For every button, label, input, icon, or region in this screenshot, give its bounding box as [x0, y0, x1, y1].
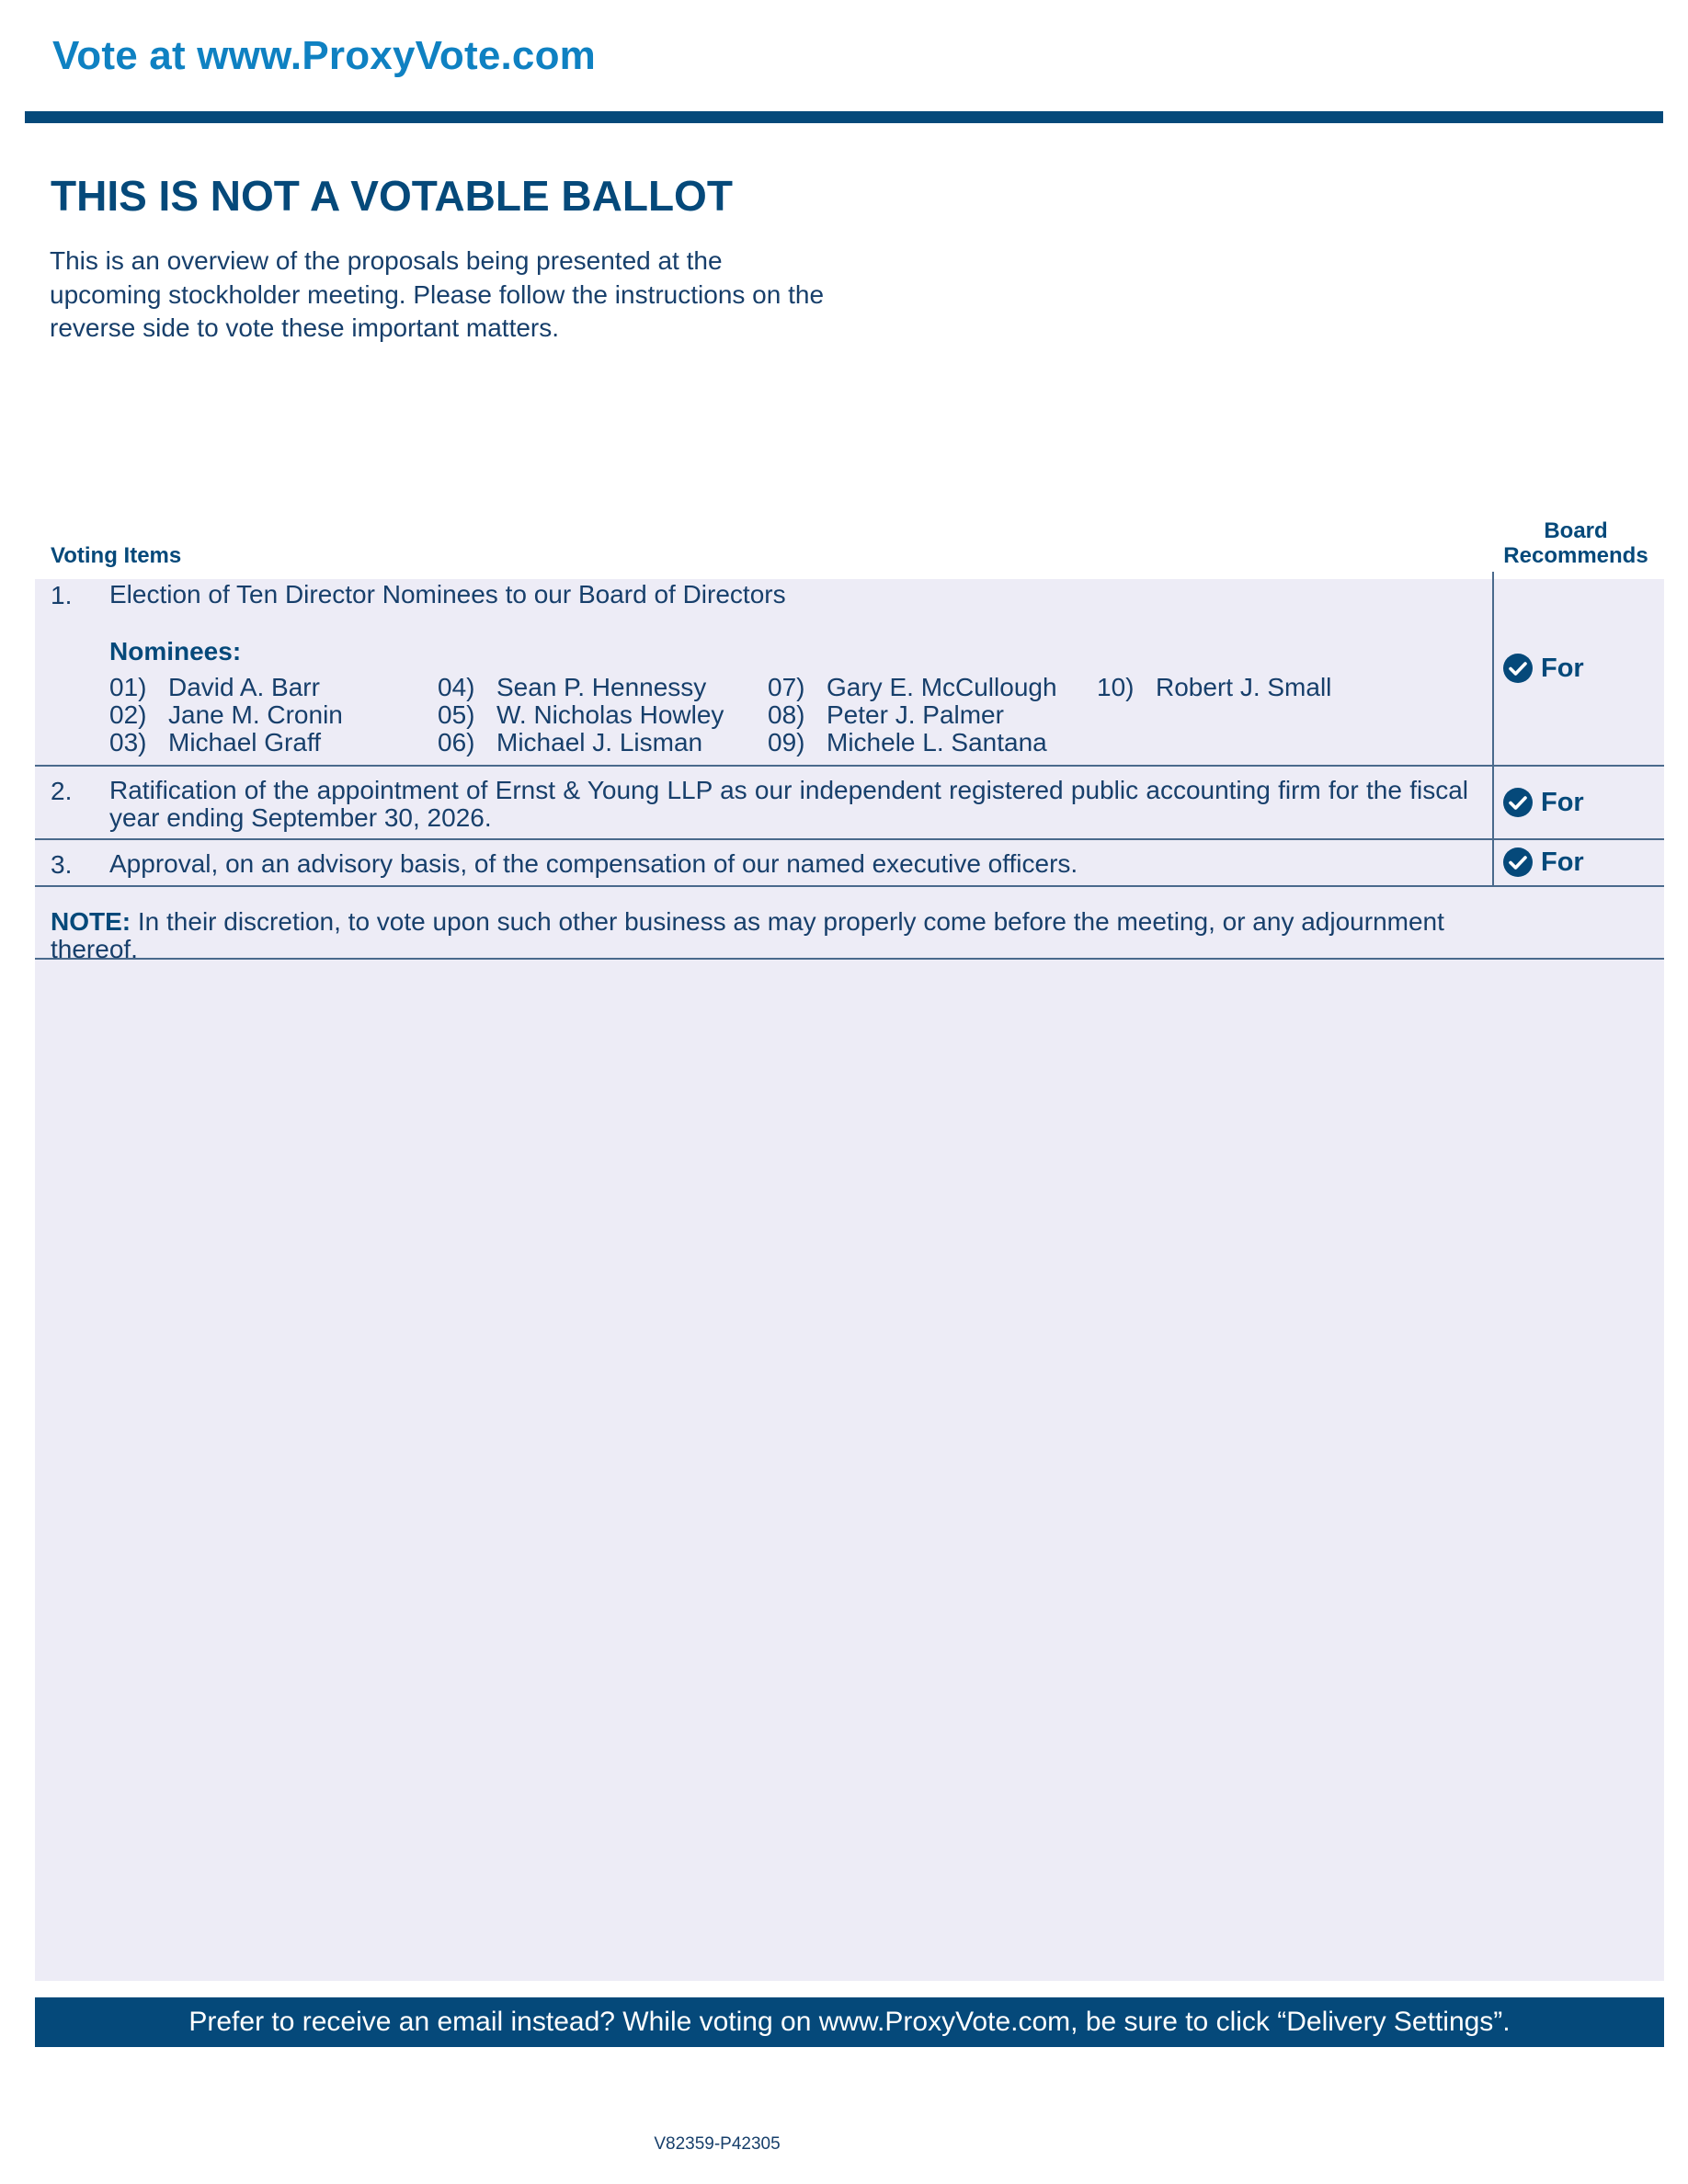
- item-number: 1.: [51, 581, 73, 609]
- nominee-number: 09): [768, 728, 805, 756]
- item-text: Ratification of the appointment of Ernst & Young LLP as our independent registered public accounting firm for the fiscal year ending September 30, 2026.: [109, 776, 1468, 832]
- nominee-number: 01): [109, 673, 147, 701]
- check-circle-icon: [1502, 787, 1534, 818]
- nominee: [109, 700, 343, 730]
- page-title: THIS IS NOT A VOTABLE BALLOT: [51, 172, 733, 220]
- note-text: In their discretion, to vote upon such other business as may properly come before the meeting, or any adjournment thereof.: [51, 907, 1444, 963]
- nominee-name: W. Nicholas Howley: [496, 700, 724, 729]
- nominee-name: David A. Barr: [168, 673, 320, 701]
- item-text: Election of Ten Director Nominees to our Board of Directors: [109, 580, 786, 609]
- vote-link[interactable]: Vote at www.ProxyVote.com: [52, 33, 596, 78]
- nominee: [768, 700, 1004, 730]
- nominee: [109, 728, 321, 757]
- recommendation: [1502, 787, 1584, 818]
- row-divider: [35, 765, 1664, 767]
- nominee-name: Peter J. Palmer: [827, 700, 1004, 729]
- voting-items-header: Voting Items: [51, 543, 182, 568]
- check-circle-icon: [1502, 847, 1534, 878]
- nominee-name: Michael Graff: [168, 728, 321, 756]
- top-rule: [25, 111, 1663, 123]
- nominee-number: 06): [438, 728, 475, 756]
- note: [51, 908, 1485, 963]
- item-number: 3.: [51, 850, 73, 879]
- nominee-name: Robert J. Small: [1156, 673, 1332, 701]
- nominee-number: 05): [438, 700, 475, 729]
- intro-text: This is an overview of the proposals being presented at the upcoming stockholder meeting. Please follow the instructions on the reverse side to vote these important matters.: [50, 246, 825, 342]
- nominee-name: Jane M. Cronin: [168, 700, 343, 729]
- nominee: [438, 700, 724, 730]
- nominee-number: 02): [109, 700, 147, 729]
- recommendation-label: For: [1541, 653, 1584, 683]
- check-circle-icon: [1502, 653, 1534, 684]
- nominee: [1097, 673, 1331, 702]
- nominee: [438, 673, 706, 702]
- nominee-number: 03): [109, 728, 147, 756]
- nominee: [768, 673, 1057, 702]
- nominee: [109, 673, 320, 702]
- nominee-name: Michele L. Santana: [827, 728, 1047, 756]
- nominee-number: 08): [768, 700, 805, 729]
- column-divider: [1492, 572, 1494, 885]
- nominee-number: 10): [1097, 673, 1135, 701]
- nominee-number: 07): [768, 673, 805, 701]
- document-code: V82359-P42305: [654, 2134, 781, 2154]
- recommendation: [1502, 653, 1584, 684]
- nominee-name: Sean P. Hennessy: [496, 673, 707, 701]
- recommendation: [1502, 847, 1584, 878]
- recommendation-label: For: [1541, 847, 1584, 877]
- recommendation-label: For: [1541, 787, 1584, 817]
- nominee-number: 04): [438, 673, 475, 701]
- nominee: [438, 728, 702, 757]
- board-recommends-header: Board Recommends: [1503, 518, 1648, 568]
- email-delivery-banner: Prefer to receive an email instead? While voting on www.ProxyVote.com, be sure to click “Delivery Settings”.: [35, 1997, 1664, 2047]
- nominee-name: Michael J. Lisman: [496, 728, 703, 756]
- nominee: [768, 728, 1047, 757]
- row-divider: [35, 885, 1664, 887]
- row-divider: [35, 838, 1664, 840]
- nominee-name: Gary E. McCullough: [827, 673, 1057, 701]
- item-number: 2.: [51, 777, 73, 805]
- note-label: NOTE:: [51, 907, 131, 936]
- nominees-label: Nominees:: [109, 637, 242, 665]
- item-text: Approval, on an advisory basis, of the compensation of our named executive officers.: [109, 849, 1078, 878]
